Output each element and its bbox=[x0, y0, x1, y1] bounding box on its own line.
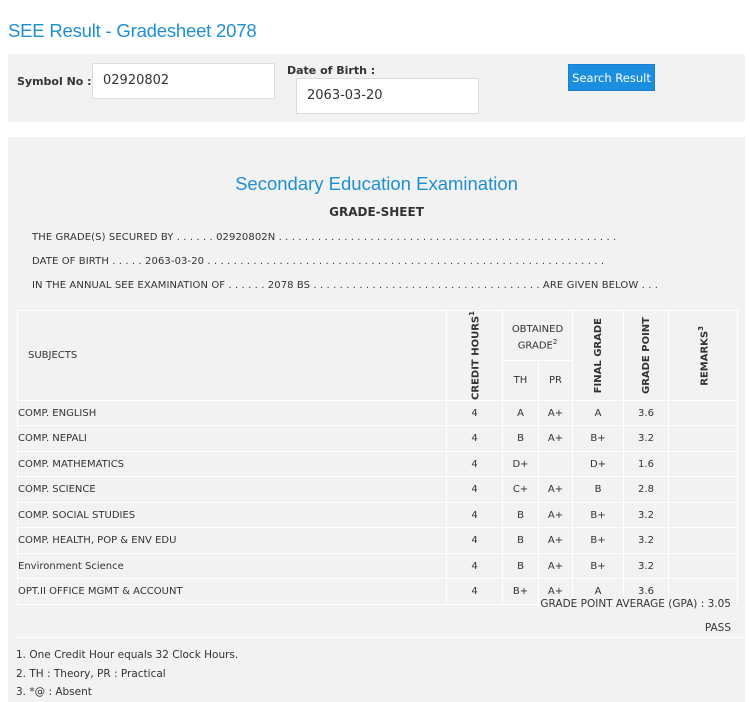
grade-point-cell: 3.6 bbox=[624, 400, 669, 426]
grade-sheet bbox=[8, 137, 745, 702]
table-row bbox=[18, 400, 738, 426]
search-result-button[interactable]: Search Result bbox=[568, 64, 655, 91]
remarks-cell bbox=[669, 502, 738, 528]
sheet-title: Secondary Education Examination bbox=[235, 173, 518, 194]
pr-grade-cell: A+ bbox=[539, 579, 573, 605]
grade-point-cell: 3.6 bbox=[624, 579, 669, 605]
grade-point-header: GRADE POINT bbox=[624, 311, 669, 401]
grade-point-cell: 3.2 bbox=[624, 426, 669, 452]
table-row bbox=[18, 502, 738, 528]
credit-cell: 4 bbox=[447, 451, 503, 477]
remarks-cell bbox=[669, 477, 738, 503]
pr-grade-cell: A+ bbox=[539, 477, 573, 503]
th-grade-cell: B bbox=[503, 426, 539, 452]
th-grade-cell: B bbox=[503, 502, 539, 528]
subject-cell: COMP. SCIENCE bbox=[18, 477, 447, 503]
final-grade-cell: B+ bbox=[573, 502, 624, 528]
grade-point-cell: 3.2 bbox=[624, 553, 669, 579]
subject-cell: Environment Science bbox=[18, 553, 447, 579]
table-row bbox=[18, 528, 738, 554]
table-row bbox=[18, 477, 738, 503]
exam-line: IN THE ANNUAL SEE EXAMINATION OF . . . . . . 2078 BS . . . . . . . . . . . . . . . . . . . . . . . . . . . . . . . . . . . ARE GIVEN BELOW . . . bbox=[32, 280, 659, 291]
subjects-header: SUBJECTS bbox=[18, 311, 447, 401]
pr-header: PR bbox=[539, 361, 573, 401]
remarks-cell bbox=[669, 400, 738, 426]
pr-grade-cell: A+ bbox=[539, 502, 573, 528]
pr-grade-cell bbox=[539, 451, 573, 477]
dob-input[interactable]: 2063-03-20 bbox=[296, 78, 479, 114]
obtained-grade-header: OBTAINED GRADE$^2$ bbox=[503, 311, 573, 361]
subject-cell: COMP. HEALTH, POP & ENV EDU bbox=[18, 528, 447, 554]
symbol-no-label: Symbol No : bbox=[17, 75, 92, 88]
th-grade-cell: C+ bbox=[503, 477, 539, 503]
pr-grade-cell: A+ bbox=[539, 426, 573, 452]
dob-label: Date of Birth : bbox=[287, 64, 376, 77]
result-text: PASS bbox=[704, 622, 731, 634]
credit-cell: 4 bbox=[447, 528, 503, 554]
footnotes bbox=[16, 646, 238, 702]
pr-grade-cell: A+ bbox=[539, 528, 573, 554]
grade-point-cell: 3.2 bbox=[624, 528, 669, 554]
search-panel bbox=[8, 54, 745, 122]
sheet-subtitle: GRADE-SHEET bbox=[329, 205, 424, 219]
grade-point-cell: 2.8 bbox=[624, 477, 669, 503]
credit-cell: 4 bbox=[447, 579, 503, 605]
final-grade-cell: B bbox=[573, 477, 624, 503]
th-grade-cell: B bbox=[503, 553, 539, 579]
th-header: TH bbox=[503, 361, 539, 401]
th-grade-cell: B+ bbox=[503, 579, 539, 605]
remarks-header: REMARKS$^3$ bbox=[669, 311, 738, 401]
th-grade-cell: D+ bbox=[503, 451, 539, 477]
pr-grade-cell: A+ bbox=[539, 553, 573, 579]
final-grade-cell: B+ bbox=[573, 553, 624, 579]
pr-grade-cell: A+ bbox=[539, 400, 573, 426]
final-grade-cell: D+ bbox=[573, 451, 624, 477]
remarks-cell bbox=[669, 451, 738, 477]
footnote: 3. *@ : Absent bbox=[16, 686, 92, 698]
grade-table bbox=[17, 310, 738, 605]
footnote: 1. One Credit Hour equals 32 Clock Hours. bbox=[16, 649, 239, 661]
subject-cell: COMP. NEPALI bbox=[18, 426, 447, 452]
subject-cell: COMP. SOCIAL STUDIES bbox=[18, 502, 447, 528]
grade-point-cell: 1.6 bbox=[624, 451, 669, 477]
final-grade-cell: B+ bbox=[573, 528, 624, 554]
credit-hours-header: CREDIT HOURS$^1$ bbox=[447, 311, 503, 401]
credit-cell: 4 bbox=[447, 477, 503, 503]
th-grade-cell: A bbox=[503, 400, 539, 426]
gpa-text: GRADE POINT AVERAGE (GPA) : 3.05 bbox=[540, 598, 731, 610]
dob-line: DATE OF BIRTH . . . . . 2063-03-20 . . . . . . . . . . . . . . . . . . . . . . . . . . . . . . . . . . . . . . . . . . . . . . . . . . . . . . . . . . . . . bbox=[32, 256, 605, 267]
th-grade-cell: B bbox=[503, 528, 539, 554]
credit-cell: 4 bbox=[447, 553, 503, 579]
footnote: 2. TH : Theory, PR : Practical bbox=[16, 667, 166, 680]
grade-point-cell: 3.2 bbox=[624, 502, 669, 528]
symbol-no-input[interactable]: 02920802 bbox=[92, 63, 275, 99]
page-title: SEE Result - Gradesheet 2078 bbox=[8, 20, 257, 41]
credit-cell: 4 bbox=[447, 502, 503, 528]
table-row bbox=[18, 553, 738, 579]
table-row bbox=[18, 451, 738, 477]
remarks-cell bbox=[669, 553, 738, 579]
final-grade-cell: B+ bbox=[573, 426, 624, 452]
subject-cell: COMP. MATHEMATICS bbox=[18, 451, 447, 477]
credit-cell: 4 bbox=[447, 426, 503, 452]
table-row bbox=[18, 426, 738, 452]
divider bbox=[16, 637, 745, 638]
grade-secured-line: THE GRADE(S) SECURED BY . . . . . . 02920802N . . . . . . . . . . . . . . . . . . . . . . . . . . . . . . . . . . . . . . . . . . . . . . . . . . . . bbox=[32, 232, 617, 243]
final-grade-cell: A bbox=[573, 579, 624, 605]
remarks-cell bbox=[669, 528, 738, 554]
credit-cell: 4 bbox=[447, 400, 503, 426]
remarks-cell bbox=[669, 426, 738, 452]
subject-cell: COMP. ENGLISH bbox=[18, 400, 447, 426]
final-grade-header: FINAL GRADE bbox=[573, 311, 624, 401]
final-grade-cell: A bbox=[573, 400, 624, 426]
subject-cell: OPT.II OFFICE MGMT & ACCOUNT bbox=[18, 579, 447, 605]
